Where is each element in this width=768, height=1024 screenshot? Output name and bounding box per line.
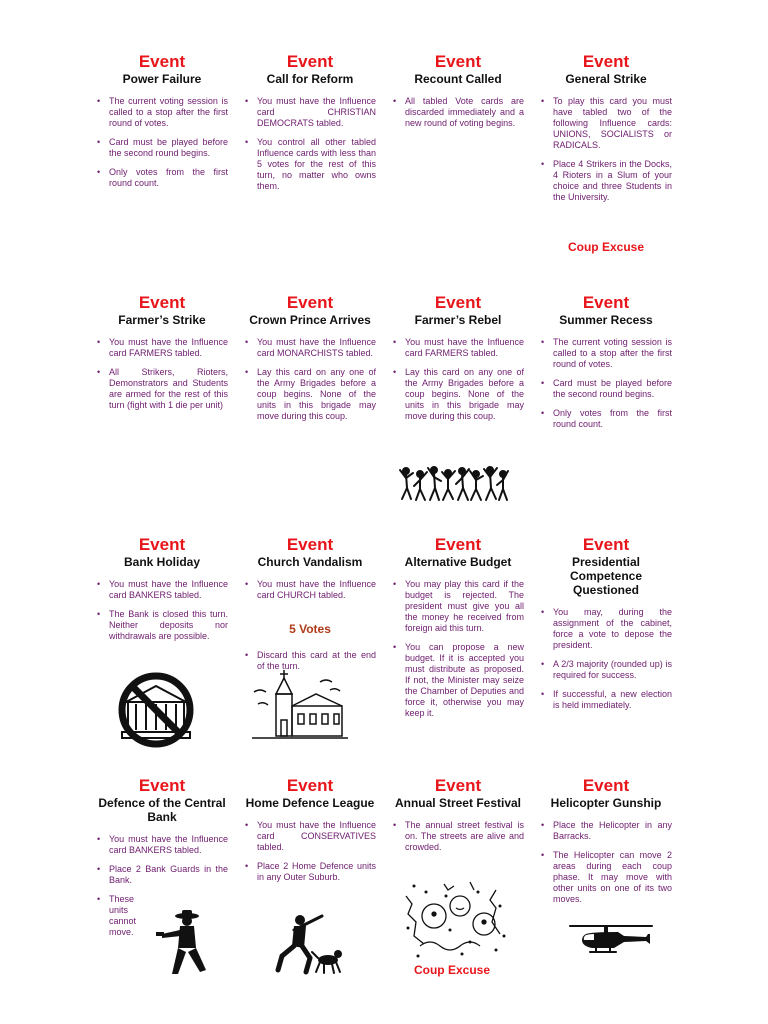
card-bullet: • The current voting session is called to a stop after the first round of votes. — [96, 96, 228, 129]
card-bullets — [244, 96, 376, 192]
card-event-label: Event — [286, 535, 334, 554]
soldier-with-dog-icon — [272, 912, 348, 981]
card-event-label: Event — [582, 293, 630, 312]
card-bullet: • If successful, a new election is held immediately. — [540, 689, 672, 711]
card-bullet: • Only votes from the first round count. — [540, 408, 672, 430]
card-bullet: • The Bank is closed this turn. Neither deposits nor withdrawals are possible. — [96, 609, 228, 642]
card-bullet: • These units cannot move. — [96, 894, 143, 938]
card-title: Church Vandalism — [257, 555, 363, 569]
event-card-farmers-strike — [96, 294, 228, 419]
card-bullet: • Lay this card on any one of the Army Brigades before a coup begins. None of the units in this brigade may move during this coup. — [392, 367, 524, 422]
event-card-bank-holiday — [96, 536, 228, 650]
card-title: Presidential Competence Questioned — [569, 555, 643, 597]
card-bullet: • Place 4 Strikers in the Docks, 4 Rioters in a Slum of your choice and three Students in the University. — [540, 159, 672, 203]
card-event-label: Event — [286, 776, 334, 795]
card-bullet: • You must have the Influence card BANKERS tabled. — [96, 834, 228, 856]
card-bullets — [96, 96, 228, 189]
card-event-label: Event — [138, 535, 186, 554]
card-bullet: • You may, during the assignment of the cabinet, force a vote to depose the president. — [540, 607, 672, 651]
card-bullet: • The current voting session is called to a stop after the first round of votes. — [540, 337, 672, 370]
card-event-label: Event — [138, 776, 186, 795]
card-bullet: • The annual street festival is on. The streets are alive and crowded. — [392, 820, 524, 853]
card-title: Summer Recess — [559, 313, 653, 327]
event-card-call-for-reform — [244, 53, 376, 200]
card-bullets — [244, 337, 376, 422]
card-bullet: • The Helicopter can move 2 areas during each coup phase. It may move with other units on one of its two moves. — [540, 850, 672, 905]
no-bank-icon — [116, 672, 196, 753]
card-bullet: • Place 2 Home Defence units in any Outer Suburb. — [244, 861, 376, 883]
card-bullet: • You must have the Influence card MONARCHISTS tabled. — [244, 337, 376, 359]
event-card-presidential-competence-questioned — [540, 536, 672, 719]
event-card-alternative-budget — [392, 536, 524, 727]
helicopter-icon — [562, 922, 662, 961]
card-bullets — [540, 337, 672, 430]
card-bullet: • You can propose a new budget. If it is accepted you must distribute as proposed. If not, the Minister may seize the Chamber of Deputies and force it, otherwise you may keep it. — [392, 642, 524, 719]
card-bullet: • You must have the Influence card BANKERS tabled. — [96, 579, 228, 601]
card-bullet: • All Strikers, Rioters, Demonstrators and Students are armed for the rest of this turn (fight with 1 die per unit) — [96, 367, 228, 411]
card-bullet: • You must have the Influence card CONSERVATIVES tabled. — [244, 820, 376, 853]
votes-label: 5 Votes — [289, 622, 331, 636]
card-event-label: Event — [582, 776, 630, 795]
card-event-label: Event — [286, 293, 334, 312]
card-bullet: • You control all other tabled Influence cards with less than 5 votes for the rest of this turn, no matter who owns them. — [244, 137, 376, 192]
card-bullet: • Lay this card on any one of the Army Brigades before a coup begins. None of the units in this brigade may move during this coup. — [244, 367, 376, 422]
card-bullets — [392, 820, 524, 853]
card-bullet: • You must have the Influence card CHRISTIAN DEMOCRATS tabled. — [244, 96, 376, 129]
card-bullet: • Discard this card at the end of the turn. — [244, 650, 376, 672]
coup-excuse-label: Coup Excuse — [567, 240, 645, 254]
card-bullets — [96, 337, 228, 411]
event-card-church-vandalism — [244, 536, 376, 609]
event-card-farmers-rebel — [392, 294, 524, 430]
card-bullets — [244, 820, 376, 883]
card-bullet: • Only votes from the first round count. — [96, 167, 228, 189]
card-event-label: Event — [434, 776, 482, 795]
card-bullet: • All tabled Vote cards are discarded immediately and a new round of voting begins. — [392, 96, 524, 129]
card-event-label: Event — [138, 293, 186, 312]
card-title: Power Failure — [122, 72, 202, 86]
card-bullet: • Card must be played before the second round begins. — [540, 378, 672, 400]
card-bullets — [244, 579, 376, 601]
card-bullets — [540, 96, 672, 203]
event-card-power-failure — [96, 53, 228, 197]
card-event-label: Event — [434, 535, 482, 554]
card-title: Crown Prince Arrives — [249, 313, 371, 327]
dancing-crowd-icon — [398, 462, 510, 507]
event-card-recount-called — [392, 53, 524, 137]
church-icon — [250, 668, 350, 747]
event-card-home-defence-league — [244, 777, 376, 891]
card-title: Recount Called — [414, 72, 502, 86]
card-event-label: Event — [138, 52, 186, 71]
event-card-summer-recess — [540, 294, 672, 438]
coup-excuse-label: Coup Excuse — [413, 963, 491, 977]
card-title: Farmer’s Strike — [118, 313, 206, 327]
card-bullet: • A 2/3 majority (rounded up) is required for success. — [540, 659, 672, 681]
card-bullets — [540, 820, 672, 905]
card-title: Home Defence League — [245, 796, 375, 810]
card-bullet: • Place the Helicopter in any Barracks. — [540, 820, 672, 842]
card-bullets — [96, 579, 228, 642]
card-event-label: Event — [434, 52, 482, 71]
card-bullet: • You must have the Influence card CHURCH tabled. — [244, 579, 376, 601]
card-bullets — [540, 607, 672, 711]
card-bullet: • To play this card you must have tabled two of the following Influence cards: UNIONS, SOCIALISTS or RADICALS. — [540, 96, 672, 151]
card-event-label: Event — [582, 535, 630, 554]
card-bullet: • You must have the Influence card FARMERS tabled. — [96, 337, 228, 359]
card-bullets — [392, 337, 524, 422]
card-bullet: • You may play this card if the budget is rejected. The president must give you all the money he received from foreign aid this turn. — [392, 579, 524, 634]
card-event-label: Event — [286, 52, 334, 71]
card-event-label: Event — [434, 293, 482, 312]
card-bullets — [392, 96, 524, 129]
card-title: General Strike — [565, 72, 647, 86]
card-event-label: Event — [582, 52, 630, 71]
card-title: Annual Street Festival — [394, 796, 522, 810]
festival-crowd-icon — [400, 876, 510, 965]
card-bullet: • Card must be played before the second round begins. — [96, 137, 228, 159]
card-title: Call for Reform — [266, 72, 354, 86]
card-bullet: • You must have the Influence card FARMERS tabled. — [392, 337, 524, 359]
gunman-icon — [154, 908, 216, 983]
event-card-general-strike — [540, 53, 672, 211]
card-title: Defence of the Central Bank — [98, 796, 226, 824]
event-card-helicopter-gunship — [540, 777, 672, 913]
card-title: Helicopter Gunship — [550, 796, 662, 810]
card-bullets — [392, 579, 524, 719]
card-title: Bank Holiday — [123, 555, 201, 569]
card-title: Alternative Budget — [404, 555, 512, 569]
event-card-annual-street-festival — [392, 777, 524, 861]
card-bullet: • Place 2 Bank Guards in the Bank. — [96, 864, 228, 886]
event-card-crown-prince-arrives — [244, 294, 376, 430]
card-title: Farmer’s Rebel — [414, 313, 502, 327]
